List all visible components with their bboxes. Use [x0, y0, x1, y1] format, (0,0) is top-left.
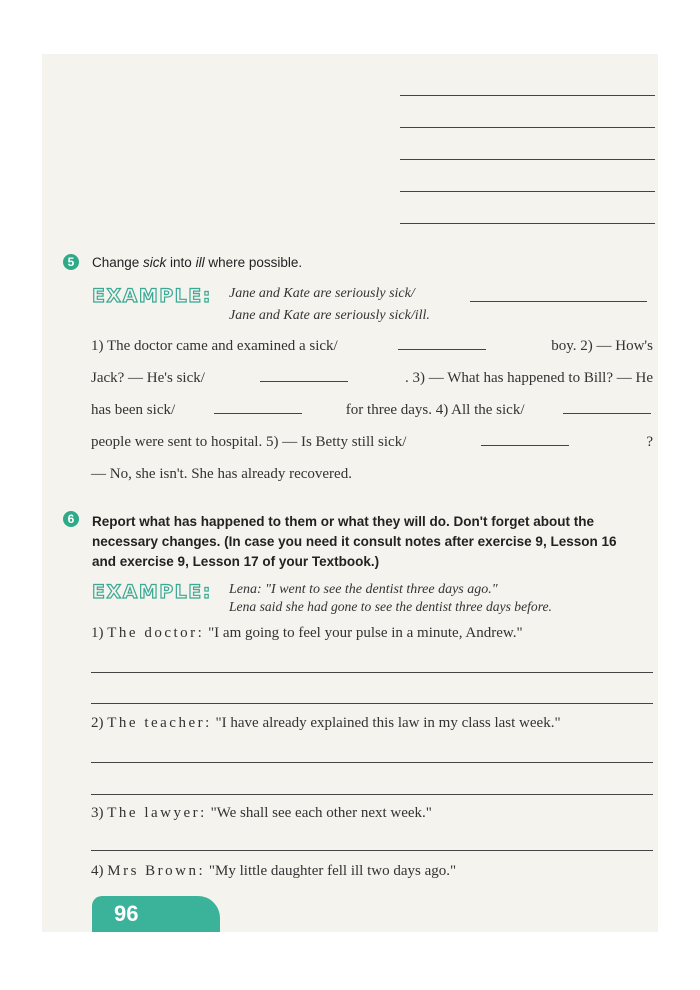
fill-in-blank[interactable] [563, 412, 651, 414]
answer-line[interactable] [400, 127, 655, 128]
fill-in-blank[interactable] [398, 348, 486, 350]
page-number-tab [92, 896, 220, 932]
example-line: Jane and Kate are seriously sick/ill. [229, 308, 430, 323]
answer-line[interactable] [400, 191, 655, 192]
report-item [91, 805, 432, 822]
speaker: Mrs Brown: [107, 863, 206, 879]
answer-line[interactable] [91, 762, 653, 763]
text: has been sick/ [91, 402, 176, 418]
example-label: EXAMPLE: [92, 581, 212, 603]
answer-line[interactable] [91, 703, 653, 704]
answer-line[interactable] [91, 850, 653, 851]
task5-line [91, 338, 653, 355]
answer-line[interactable] [400, 95, 655, 96]
speaker: The teacher: [107, 715, 212, 731]
task6-instruction-line: necessary changes. (In case you need it consult notes after exercise 9, Lesson 16 [92, 534, 617, 549]
word-sick: sick [143, 255, 167, 270]
fill-in-blank[interactable] [260, 380, 348, 382]
answer-line[interactable] [400, 223, 655, 224]
fill-in-blank[interactable] [481, 444, 569, 446]
text: people were sent to hospital. 5) — Is Betty still sick/ [91, 434, 407, 450]
instruction-text: into [166, 255, 196, 270]
instruction-text: where possible. [204, 255, 303, 270]
speaker: The lawyer: [107, 805, 207, 821]
example-line: Jane and Kate are seriously sick/ [229, 286, 415, 301]
item-number: 3) [91, 805, 104, 821]
text: ? [646, 434, 653, 450]
task5-line [91, 402, 653, 419]
text: 1) The doctor came and examined a sick/ [91, 338, 338, 354]
word-ill: ill [195, 255, 205, 270]
answer-line[interactable] [91, 794, 653, 795]
task-number-badge: 5 [63, 254, 79, 270]
quote: "We shall see each other next week." [210, 805, 432, 821]
answer-line[interactable] [400, 159, 655, 160]
quote: "I have already explained this law in my class last week." [215, 715, 561, 731]
task5-line: — No, she isn't. She has already recovered. [91, 466, 352, 482]
task6-instruction-line: and exercise 9, Lesson 17 of your Textbook.) [92, 554, 380, 569]
task-number-badge: 6 [63, 511, 79, 527]
example-answer-line[interactable] [470, 301, 647, 302]
page-number: 96 [114, 901, 139, 926]
item-number: 4) [91, 863, 104, 879]
answer-line[interactable] [91, 672, 653, 673]
fill-in-blank[interactable] [214, 412, 302, 414]
workbook-page [42, 54, 658, 932]
text: Jack? — He's sick/ [91, 370, 205, 386]
quote: "My little daughter fell ill two days ago." [208, 863, 457, 879]
example-line: Lena said she had gone to see the dentist three days before. [229, 599, 552, 614]
report-item [91, 863, 456, 880]
text: boy. 2) — How's [547, 338, 653, 354]
item-number: 2) [91, 715, 104, 731]
speaker: The doctor: [107, 625, 205, 641]
report-item [91, 715, 561, 732]
task5-instruction [92, 255, 302, 270]
example-label: EXAMPLE: [92, 285, 212, 307]
example-line: Lena: "I went to see the dentist three days ago." [229, 582, 498, 597]
task6-instruction-line: Report what has happened to them or what they will do. Don't forget about the [92, 514, 594, 529]
quote: "I am going to feel your pulse in a minute, Andrew." [208, 625, 523, 641]
report-item [91, 625, 523, 642]
instruction-text: Change [92, 255, 144, 270]
text: . 3) — What has happened to Bill? — He [404, 370, 653, 386]
text: for three days. 4) All the sick/ [342, 402, 525, 418]
item-number: 1) [91, 625, 104, 641]
task5-line [91, 370, 653, 387]
task5-line [91, 434, 653, 451]
